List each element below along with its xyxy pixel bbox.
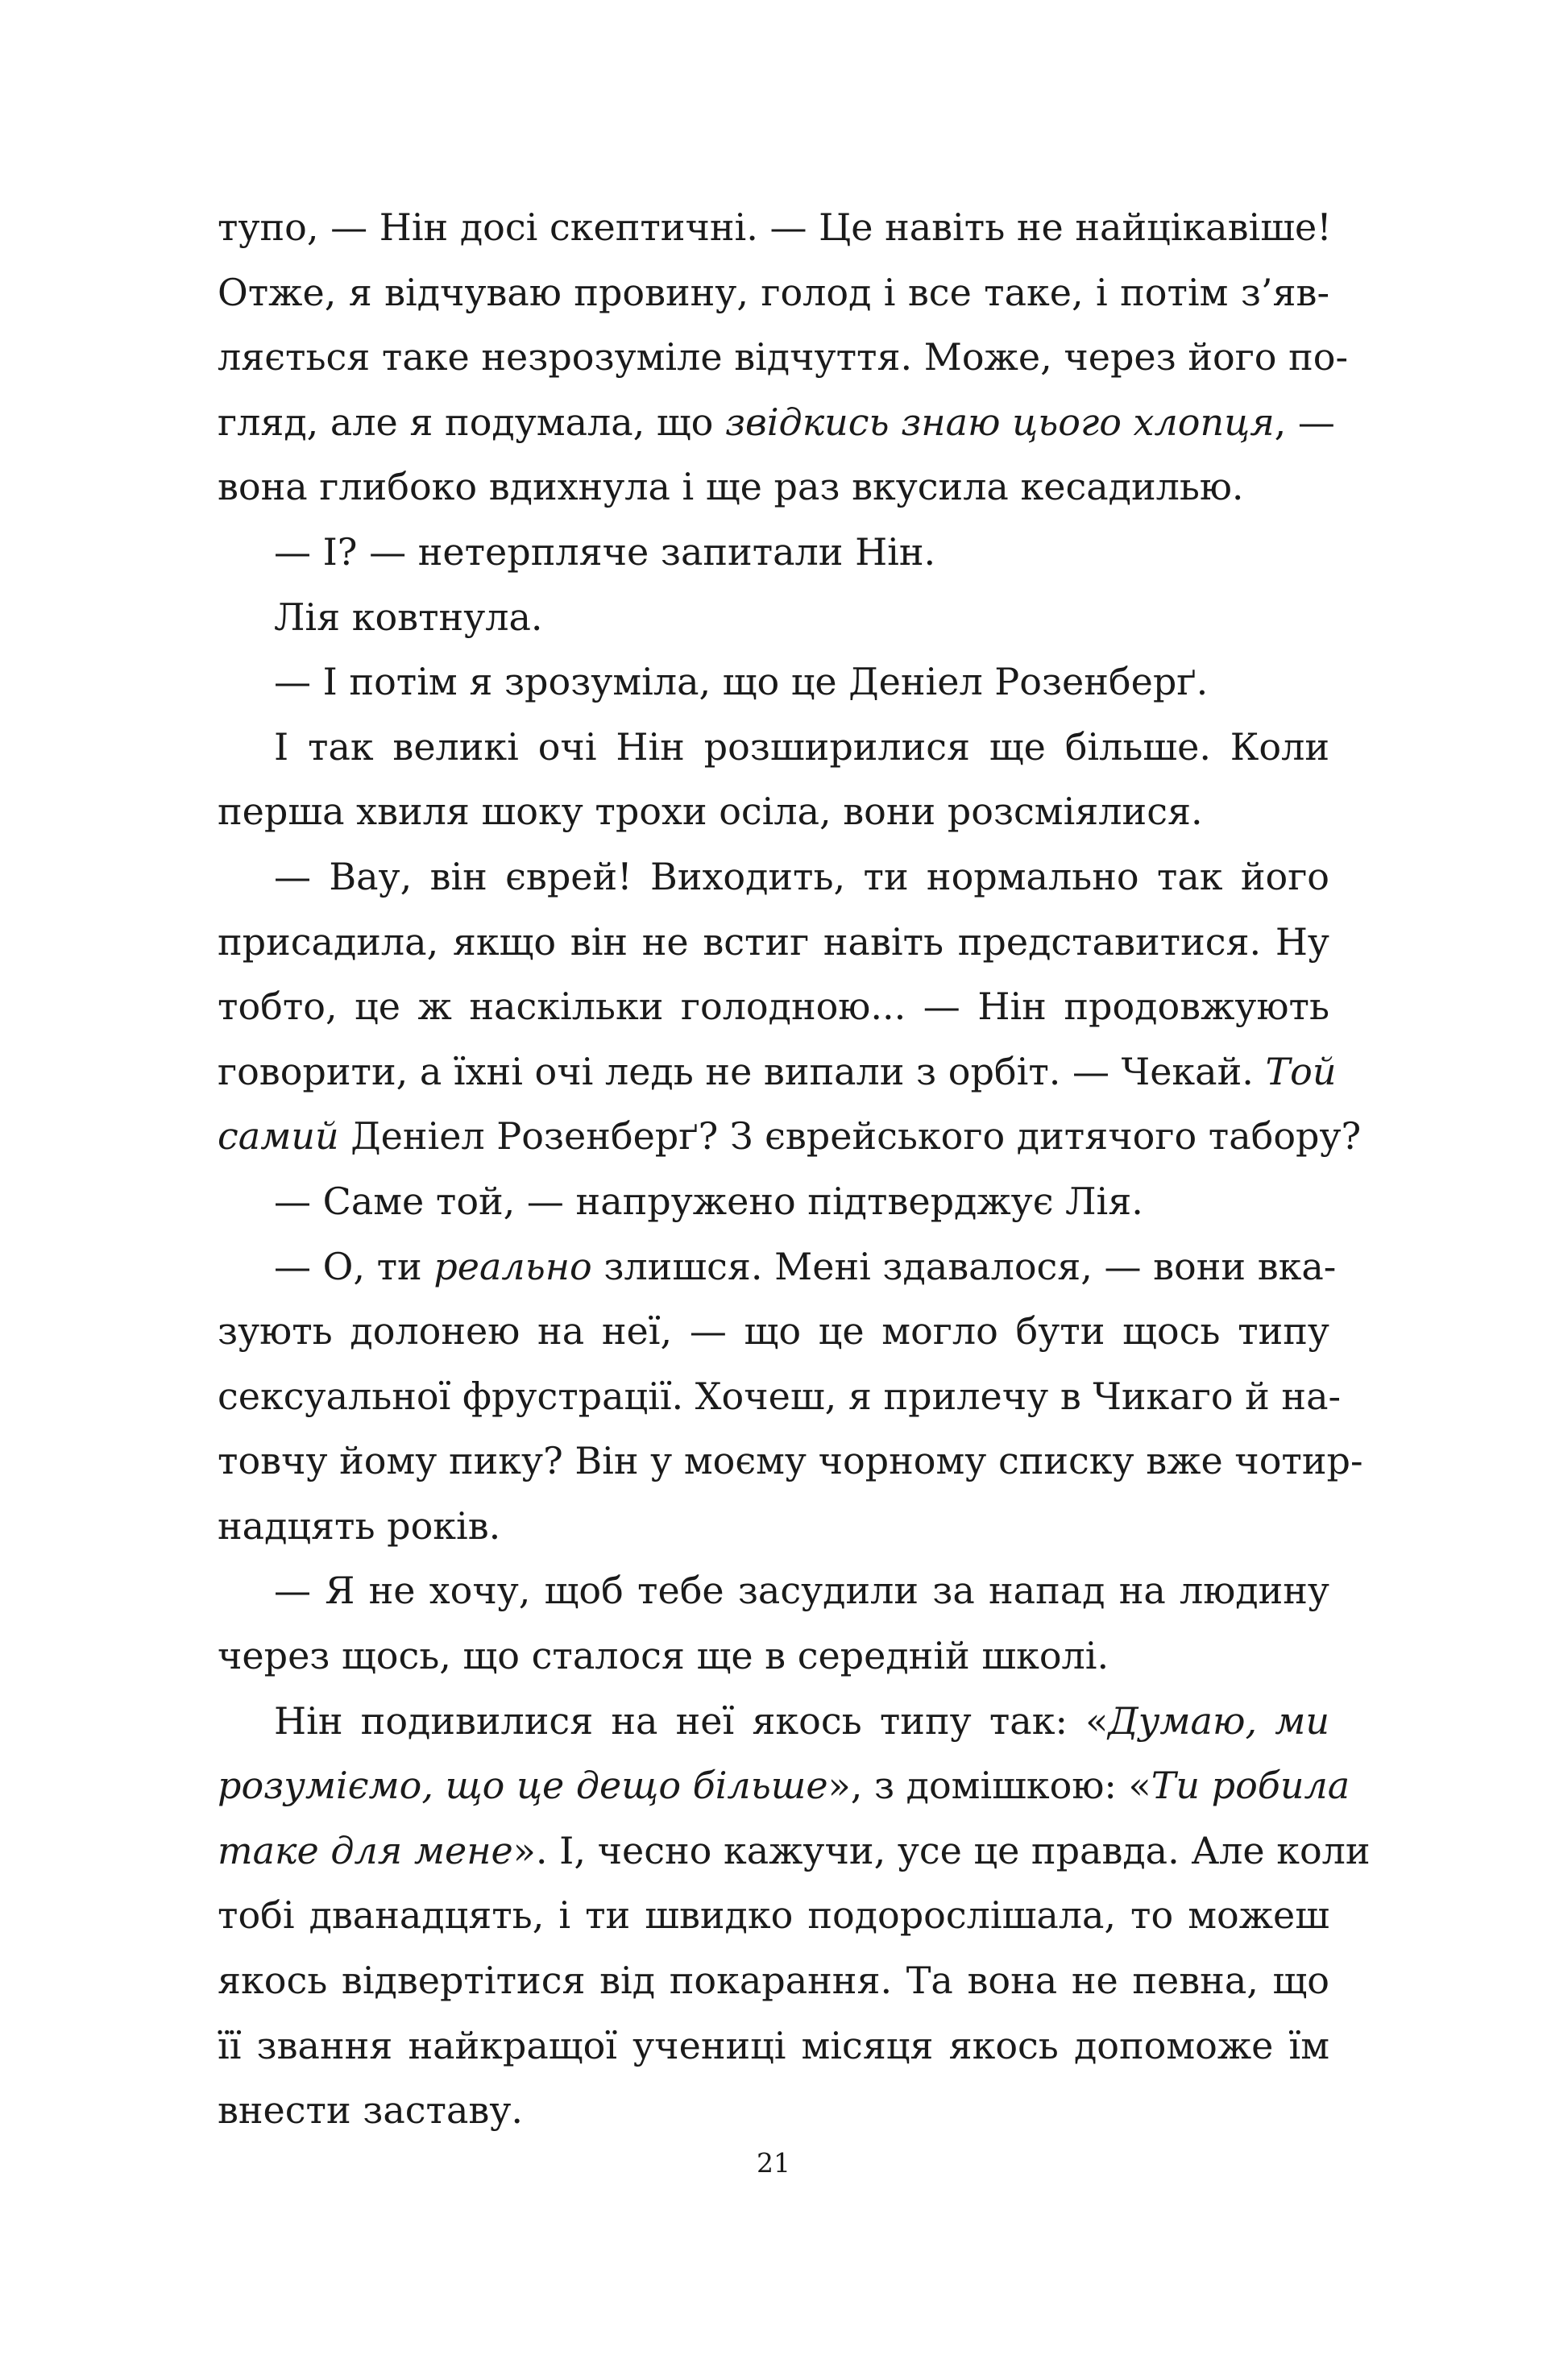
- text-segment: якось відвертітися від покарання. Та вона не певна, що: [218, 1959, 1329, 2003]
- text-segment: надцять років.: [218, 1503, 501, 1548]
- italic-text: таке для мене: [218, 1828, 513, 1872]
- page-number: 21: [757, 2147, 790, 2179]
- text-line: [218, 195, 1332, 260]
- text-line: [218, 779, 1329, 844]
- text-segment: її звання найкращої учениці місяця якось допоможе їм: [218, 2023, 1329, 2067]
- text-line: [218, 1623, 1329, 1689]
- text-line: [218, 910, 1329, 975]
- text-segment: тобто, це ж наскільки голодною... — Нін продовжують: [218, 985, 1329, 1029]
- body-text: [218, 195, 1371, 2143]
- text-segment: злишся. Мені здавалося, — вони вка-: [591, 1244, 1337, 1288]
- text-segment: Отже, я відчуваю провину, голод і все таке, і потім з’яв-: [218, 270, 1329, 314]
- text-line: [218, 1753, 1350, 1818]
- text-line: [218, 1494, 1329, 1559]
- text-line: [218, 844, 1329, 910]
- text-segment: , —: [1274, 400, 1335, 444]
- italic-text: самий: [218, 1114, 339, 1159]
- text-segment: — Саме той, — напружено підтверджує Лія.: [274, 1179, 1143, 1223]
- italic-text: Думаю, ми: [1108, 1698, 1329, 1743]
- text-line: [218, 520, 1329, 585]
- text-line: [218, 260, 1329, 325]
- text-line: [218, 454, 1329, 520]
- text-line: [218, 1948, 1329, 2013]
- text-segment: сексуальної фрустрації. Хочеш, я прилечу в Чикаго й на-: [218, 1374, 1342, 1418]
- text-line: [218, 2078, 1329, 2143]
- text-line: [218, 390, 1335, 455]
- text-line: [218, 1104, 1362, 1169]
- text-segment: — Вау, він єврей! Виходить, ти нормально так його: [274, 854, 1329, 898]
- text-line: [218, 1558, 1329, 1623]
- text-segment: присадила, якщо він не встиг навіть представитися. Ну: [218, 919, 1329, 964]
- text-segment: тупо, — Нін досі скептичні. — Це навіть не найцікавіше!: [218, 205, 1332, 249]
- text-segment: — О, ти: [274, 1244, 434, 1288]
- text-line: [218, 1169, 1329, 1234]
- italic-text: Ти робила: [1151, 1764, 1350, 1808]
- text-segment: І так великі очі Нін розширилися ще більше. Коли: [274, 724, 1329, 769]
- text-segment: товчу йому пику? Він у моєму чорному списку вже чотир-: [218, 1439, 1363, 1483]
- text-line: [218, 974, 1329, 1039]
- italic-text: звідкись знаю цього хлопця: [724, 400, 1275, 444]
- text-segment: Нін подивилися на неї якось типу так: «: [274, 1698, 1109, 1743]
- text-segment: Лія ковтнула.: [274, 595, 543, 639]
- text-segment: вона глибоко вдихнула і ще раз вкусила кесадилью.: [218, 465, 1244, 509]
- italic-text: Той: [1265, 1049, 1337, 1093]
- text-segment: гляд, але я подумала, що: [218, 400, 725, 444]
- text-segment: внести заставу.: [218, 2088, 524, 2133]
- text-line: [218, 1364, 1342, 1429]
- italic-text: розуміємо, що це дещо більше: [218, 1764, 828, 1808]
- text-segment: говорити, а їхні очі ледь не випали з орбіт. — Чекай.: [218, 1049, 1266, 1093]
- text-line: [218, 715, 1329, 780]
- text-line: [218, 325, 1349, 390]
- text-segment: », з домішкою: «: [827, 1764, 1151, 1808]
- text-segment: — І потім я зрозуміла, що це Деніел Розенберґ.: [274, 660, 1209, 704]
- text-line: [218, 1818, 1371, 1884]
- text-segment: ляється таке незрозуміле відчуття. Може, через його по-: [218, 335, 1349, 379]
- text-line: [218, 1234, 1337, 1300]
- text-line: [218, 585, 1329, 650]
- text-segment: зують долонею на неї, — що це могло бути щось типу: [218, 1309, 1329, 1354]
- text-line: [218, 1039, 1337, 1105]
- text-line: [218, 649, 1329, 715]
- italic-text: реально: [433, 1244, 592, 1288]
- text-segment: Деніел Розенберґ? З єврейського дитячого табору?: [338, 1114, 1362, 1159]
- text-segment: перша хвиля шоку трохи осіла, вони розсміялися.: [218, 790, 1203, 834]
- text-segment: — І? — нетерпляче запитали Нін.: [274, 529, 936, 574]
- text-segment: через щось, що сталося ще в середній школі.: [218, 1634, 1109, 1678]
- text-segment: ». І, чесно кажучи, усе це правда. Але коли: [512, 1828, 1371, 1872]
- text-segment: тобі дванадцять, і ти швидко подорослішала, то можеш: [218, 1893, 1329, 1938]
- text-line: [218, 2013, 1329, 2079]
- text-line: [218, 1299, 1329, 1364]
- text-line: [218, 1428, 1363, 1494]
- text-line: [218, 1689, 1329, 1754]
- text-segment: — Я не хочу, щоб тебе засудили за напад на людину: [274, 1569, 1329, 1613]
- text-line: [218, 1883, 1329, 1948]
